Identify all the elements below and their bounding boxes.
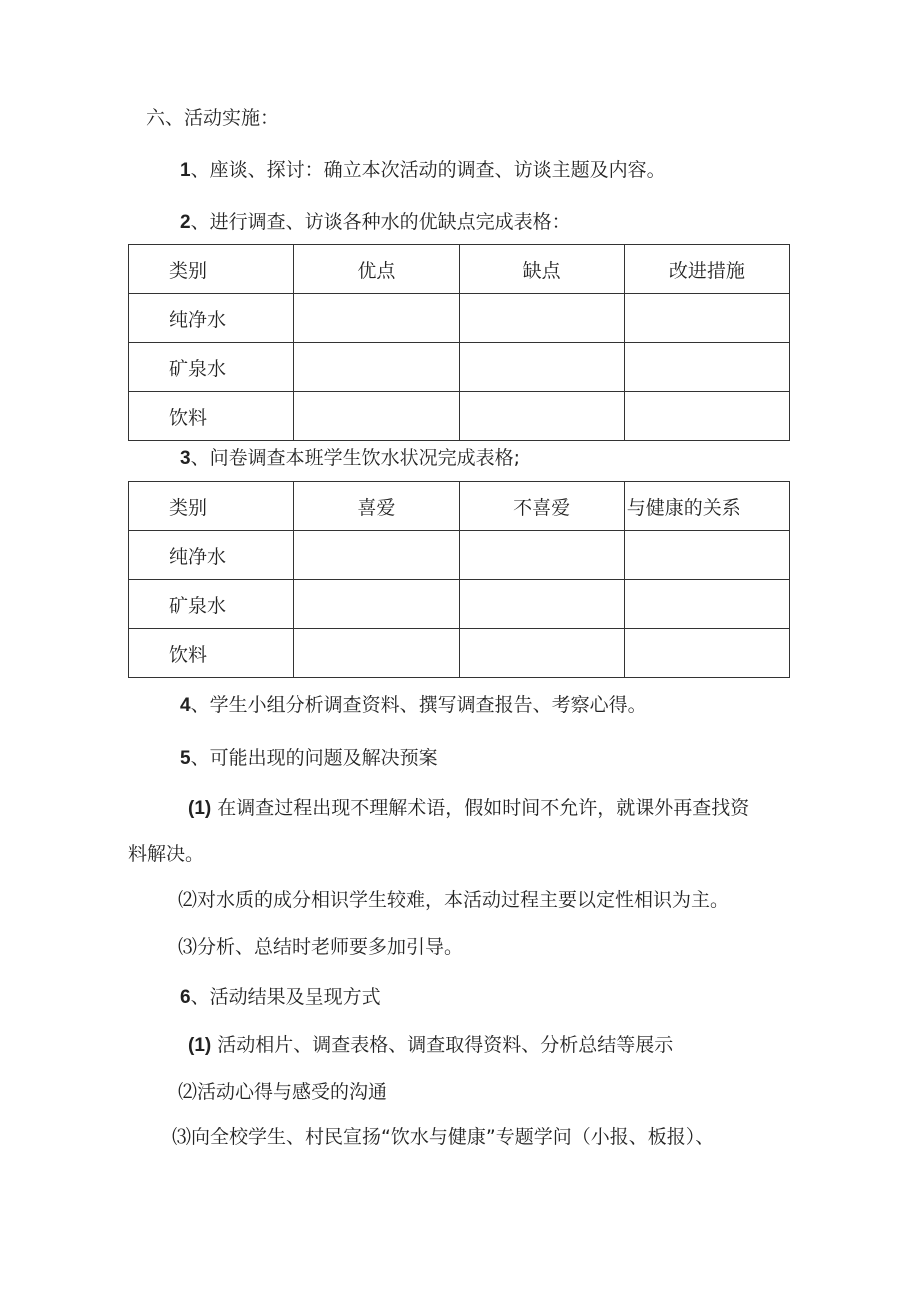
pros-cons-table [128, 244, 790, 441]
step-1-number: 1 [180, 160, 191, 181]
table-cell [459, 392, 624, 441]
table-row [129, 392, 790, 441]
table-header-cell: 喜爱 [294, 482, 459, 531]
table-header-cell: 类别 [129, 245, 294, 294]
step-5-sub-1-continued: 料解决。 [128, 843, 205, 865]
table-header-row [129, 482, 790, 531]
drinking-survey-table [128, 481, 790, 678]
step-6-text: 、活动结果及呈现方式 [190, 986, 381, 1008]
table-header-cell: 类别 [129, 482, 294, 531]
table-cell [294, 392, 459, 441]
table-cell [459, 294, 624, 343]
table-cell [459, 531, 624, 580]
step-1 [180, 158, 666, 183]
step-5-sub-2: ⑵对水质的成分相识学生较难，本活动过程主要以定性相识为主。 [178, 889, 730, 911]
table-cell [624, 531, 789, 580]
step-6-number: 6 [180, 987, 191, 1008]
step-6 [180, 985, 381, 1010]
table-cell [294, 580, 459, 629]
sub-1-number: (1) [188, 1035, 212, 1056]
table-header-cell: 缺点 [459, 245, 624, 294]
table-row [129, 629, 790, 678]
table-cell [624, 294, 789, 343]
table-row [129, 294, 790, 343]
table-row [129, 343, 790, 392]
table-cell [294, 343, 459, 392]
sub-1-text: 活动相片、调查表格、调查取得资料、分析总结等展示 [211, 1034, 674, 1056]
sub-1-number: (1) [188, 798, 212, 819]
sub-1-text: 在调查过程出现不理解术语，假如时间不允许，就课外再查找资 [211, 797, 750, 819]
row-label: 矿泉水 [129, 343, 294, 392]
table-cell [459, 629, 624, 678]
row-label: 饮料 [129, 629, 294, 678]
table-cell [459, 580, 624, 629]
step-5-text: 、可能出现的问题及解决预案 [190, 747, 438, 769]
row-label: 饮料 [129, 392, 294, 441]
table-header-cell: 优点 [294, 245, 459, 294]
step-3 [180, 446, 520, 471]
step-5 [180, 746, 438, 771]
table-header-row [129, 245, 790, 294]
row-label: 纯净水 [129, 531, 294, 580]
row-label: 矿泉水 [129, 580, 294, 629]
step-6-sub-2: ⑵活动心得与感受的沟通 [178, 1081, 388, 1103]
step-3-number: 3 [180, 448, 191, 469]
step-5-sub-1 [188, 796, 749, 821]
table-cell [459, 343, 624, 392]
table-cell [294, 531, 459, 580]
step-2-number: 2 [180, 212, 191, 233]
table-cell [624, 580, 789, 629]
table-cell [294, 294, 459, 343]
section-heading: 六、活动实施： [146, 107, 280, 129]
table-header-cell: 不喜爱 [459, 482, 624, 531]
step-4 [180, 693, 647, 718]
step-5-sub-3: ⑶分析、总结时老师要多加引导。 [178, 936, 464, 958]
table-cell [624, 629, 789, 678]
table-header-cell: 与健康的关系 [624, 482, 789, 531]
table-row [129, 580, 790, 629]
row-label: 纯净水 [129, 294, 294, 343]
step-3-text: 、问卷调查本班学生饮水状况完成表格; [190, 447, 520, 469]
step-5-number: 5 [180, 748, 191, 769]
step-2 [180, 210, 571, 235]
step-1-text: 、座谈、探讨：确立本次活动的调查、访谈主题及内容。 [190, 159, 666, 181]
step-4-number: 4 [180, 695, 191, 716]
table-cell [294, 629, 459, 678]
step-4-text: 、学生小组分析调查资料、撰写调查报告、考察心得。 [190, 694, 647, 716]
step-2-text: 、进行调查、访谈各种水的优缺点完成表格： [190, 211, 571, 233]
step-6-sub-1 [188, 1033, 673, 1058]
table-cell [624, 343, 789, 392]
step-6-sub-3: ⑶向全校学生、村民宣扬“饮水与健康”专题学问（小报、板报）、 [172, 1126, 715, 1148]
table-header-cell: 改进措施 [624, 245, 789, 294]
table-row [129, 531, 790, 580]
table-cell [624, 392, 789, 441]
